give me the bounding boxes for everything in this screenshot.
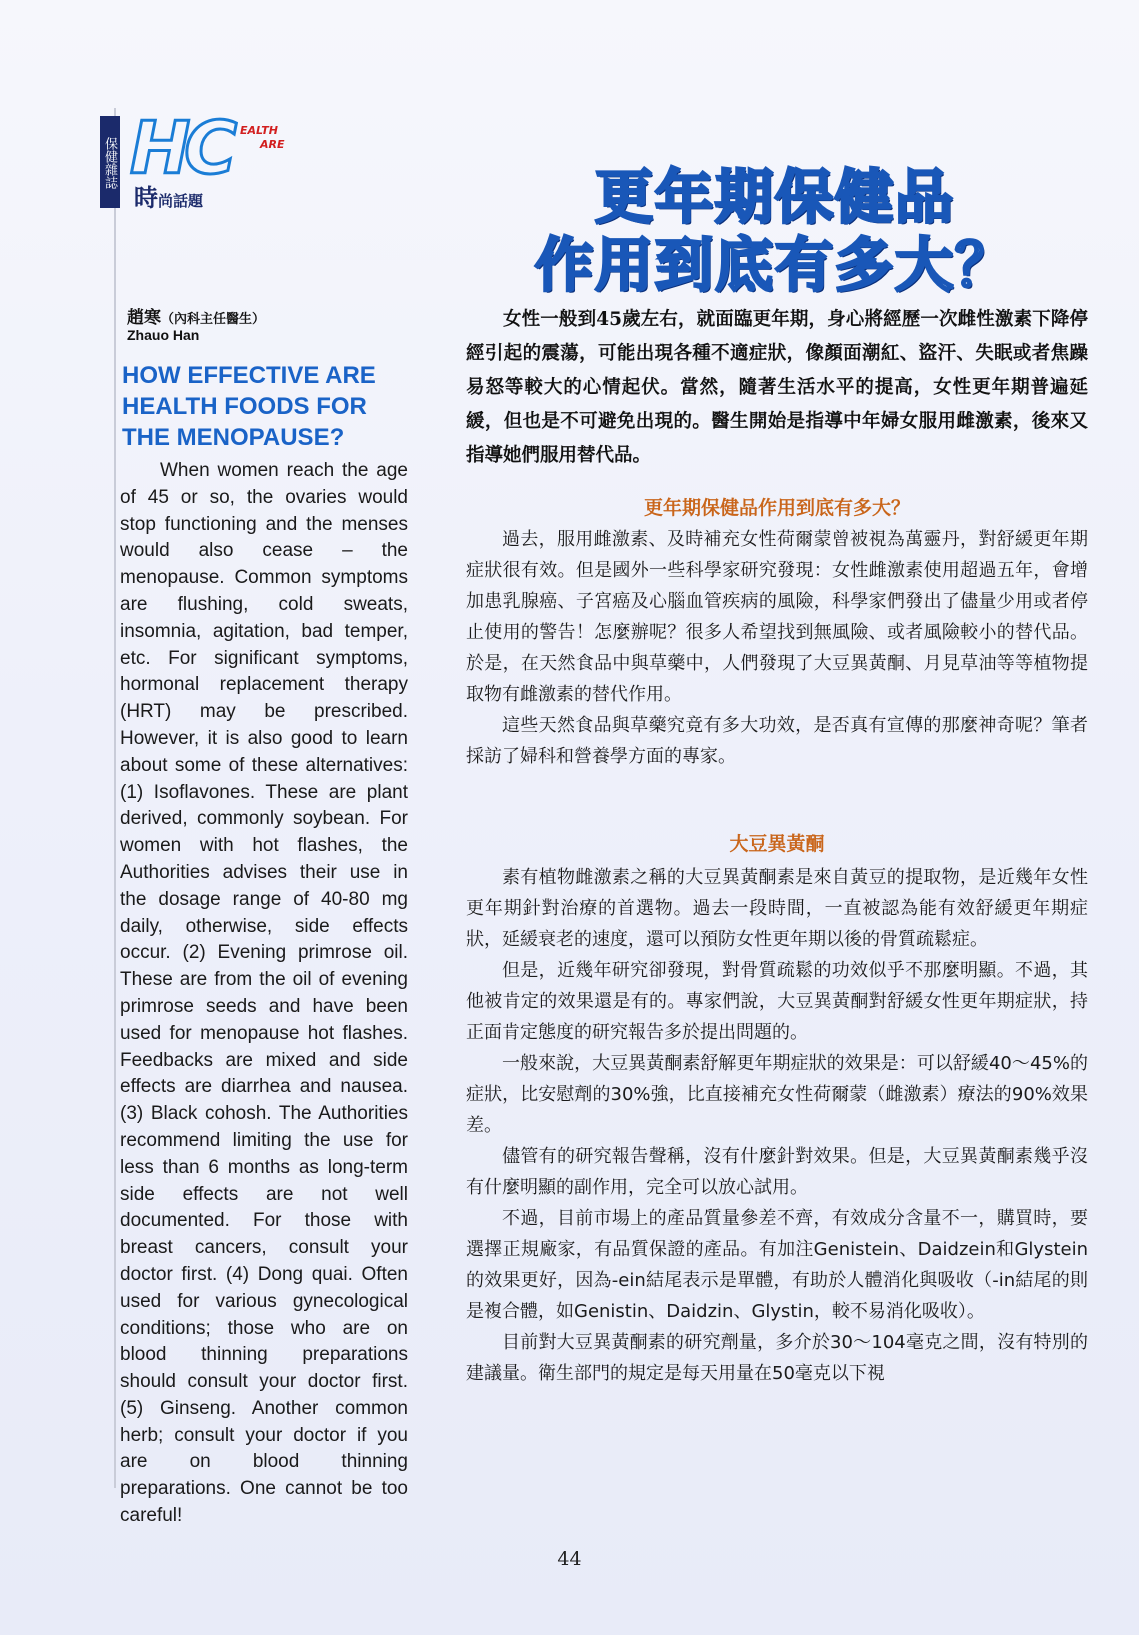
logo-mark: HC bbox=[130, 106, 232, 190]
article-title-line1: 更年期保健品 bbox=[594, 163, 955, 231]
section1-paragraph-2: 這些天然食品與草藥究竟有多大功效，是否真有宣傳的那麼神奇呢？筆者採訪了婦科和營養學方面的專家。 bbox=[466, 715, 1088, 767]
intro-paragraph bbox=[466, 303, 1088, 473]
english-summary-text: When women reach the age of 45 or so, the ovaries would stop functioning and the menses would also cease – the menopause. Common symptoms are flushing, cold sweats, insomnia, agitation, bad temper, etc. For significant symptoms, hormonal replacement therapy (HRT) may be prescribed. However, it is also good to learn about some of these alternatives: (1) Isoflavones. These are plant derived, commonly soybean. For women with hot flashes, the Authorities advises their use in the dosage range of 40-80 mg daily, otherwise, side effects occur. (2) Evening primrose oil. These are from the oil of evening primrose seeds and have been used for menopause hot flashes. Feedbacks are mixed and side effects are diarrhea and nausea. (3) Black cohosh. The Authorities recommend limiting the use for less than 6 months as long-term side effects are not well documented. For those with breast cancers, consult your doctor first. (4) Dong quai. Often used for various gynecological conditions; those who are on blood thinning preparations should consult your doctor first. (5) Ginseng. Another common herb; consult your doctor if you are on blood thinning preparations. One cannot be too careful! bbox=[120, 460, 408, 1527]
margin-rule bbox=[114, 108, 116, 1488]
section-label-small: 尚話題 bbox=[158, 192, 204, 210]
english-heading: HOW EFFECTIVE ARE HEALTH FOODS FOR THE MENOPAUSE? bbox=[122, 362, 376, 451]
section1-body bbox=[466, 524, 1088, 772]
section2-paragraph-3: 一般來說，大豆異黃酮素舒解更年期症狀的效果是：可以舒緩40～45%的症狀，比安慰劑的30%強，比直接補充女性荷爾蒙（雌激素）療法的90%效果差。 bbox=[466, 1053, 1088, 1136]
author-name: 趙寒 bbox=[127, 308, 161, 328]
section-label bbox=[134, 178, 203, 213]
section2-body bbox=[466, 862, 1088, 1389]
intro-text: 女性一般到45歲左右，就面臨更年期，身心將經歷一次雌性激素下降停經引起的震蕩，可能出現各種不適症狀，像顏面潮紅、盜汗、失眠或者焦躁易怒等較大的心情起伏。當然，隨著生活水平的提高，女性更年期普遍延緩，但也是不可避免出現的。醫生開始是指導中年婦女服用雌激素，後來又指導她們服用替代品。 bbox=[466, 309, 1088, 466]
article-title-line2: 作用到底有多大？ bbox=[534, 231, 1015, 299]
page-number: 44 bbox=[557, 1548, 582, 1570]
section1-heading: 更年期保健品作用到底有多大？ bbox=[643, 497, 910, 519]
english-summary bbox=[120, 458, 408, 1530]
logo-side-text: 保健雜誌 bbox=[100, 116, 120, 208]
section2-paragraph-6: 目前對大豆異黃酮素的研究劑量，多介於30～104毫克之間，沒有特別的建議量。衛生部門的規定是每天用量在50毫克以下視 bbox=[466, 1332, 1088, 1384]
section-label-big: 時 bbox=[134, 184, 158, 212]
section2-paragraph-2: 但是，近幾年研究卻發現，對骨質疏鬆的功效似乎不那麼明顯。不過，其他被肯定的效果還是有的。專家們說，大豆異黃酮對舒緩女性更年期症狀，持正面肯定態度的研究報告多於提出問題的。 bbox=[466, 960, 1088, 1043]
section1-paragraph-1: 過去，服用雌激素、及時補充女性荷爾蒙曾被視為萬靈丹，對舒緩更年期症狀很有效。但是國外一些科學家研究發現：女性雌激素使用超過五年，會增加患乳腺癌、子宮癌及心腦血管疾病的風險，科學家們發出了儘量少用或者停止使用的警告！怎麼辦呢？很多人希望找到無風險、或者風險較小的替代品。於是，在天然食品中與草藥中，人們發現了大豆異黃酮、月見草油等等植物提取物有雌激素的替代作用。 bbox=[466, 529, 1088, 705]
logo-mark-sub1: EALTH bbox=[240, 124, 278, 137]
section2-paragraph-1: 素有植物雌激素之稱的大豆異黃酮素是來自黃豆的提取物，是近幾年女性更年期針對治療的首選物。過去一段時間，一直被認為能有效舒緩更年期症狀，延緩衰老的速度，還可以預防女性更年期以後的骨質疏鬆症。 bbox=[466, 867, 1088, 950]
magazine-logo bbox=[100, 106, 300, 212]
section2-heading: 大豆異黃酮 bbox=[729, 833, 825, 855]
author-role: （內科主任醫生） bbox=[161, 312, 266, 327]
author-line bbox=[127, 303, 265, 328]
section2-paragraph-5: 不過，目前市場上的產品質量參差不齊，有效成分含量不一，購買時，要選擇正規廠家，有品質保證的產品。有加注Genistein、Daidzein和Glystein的效果更好，因為-ein結尾表示是單體，有助於人體消化與吸收（-in結尾的則是複合體，如Genistin、Daidzin、Glystin，較不易消化吸收）。 bbox=[466, 1208, 1088, 1322]
author-name-en: Zhauo Han bbox=[127, 327, 200, 343]
section2-paragraph-4: 儘管有的研究報告聲稱，沒有什麼針對效果。但是，大豆異黃酮素幾乎沒有什麼明顯的副作用，完全可以放心試用。 bbox=[466, 1146, 1088, 1198]
logo-mark-sub2: ARE bbox=[260, 138, 285, 151]
